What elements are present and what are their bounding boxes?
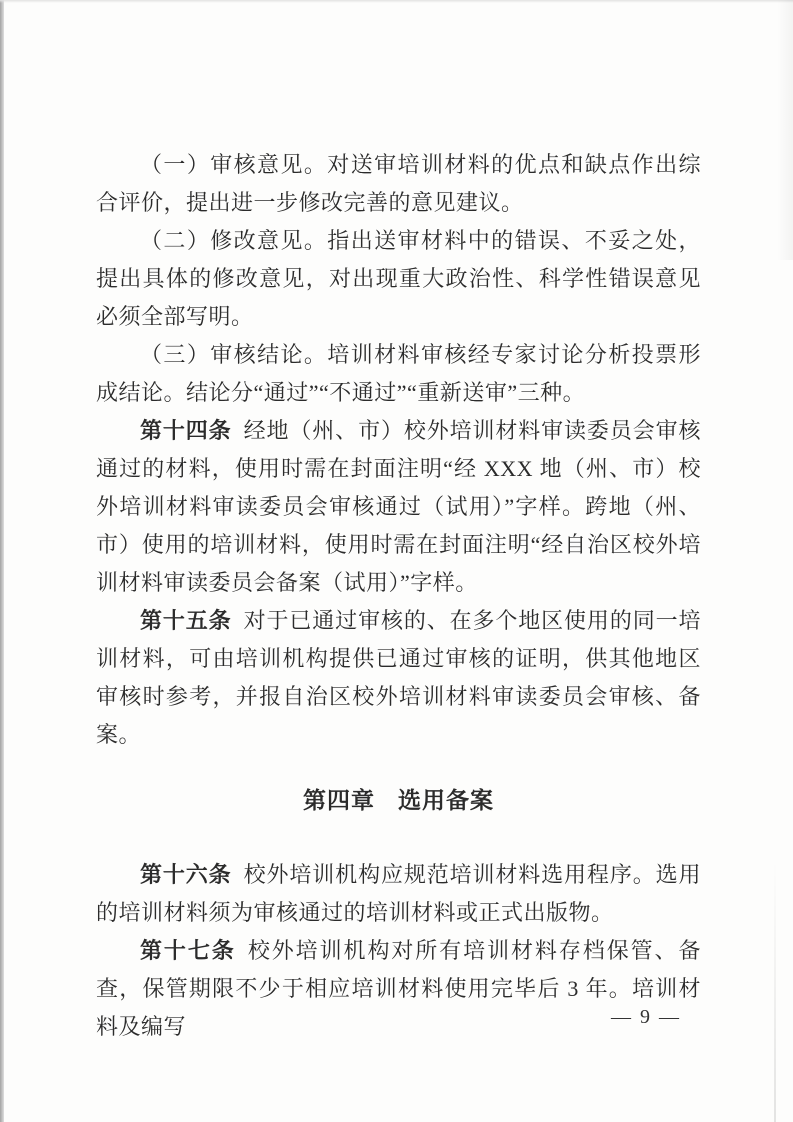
chapter-number: 第四章: [303, 787, 375, 813]
paragraph-text: 校外培训机构应规范培训材料选用程序。选用的培训材料须为审核通过的培训材料或正式出版物。: [96, 862, 701, 925]
body-paragraph: [96, 336, 701, 412]
paragraph-text: （一）审核意见。对送审培训材料的优点和缺点作出综合评价，提出进一步修改完善的意见建议。: [96, 152, 701, 215]
body-paragraph: [96, 146, 701, 222]
paragraph-text: 校外培训机构对所有培训材料存档保管、备查，保管期限不少于相应培训材料使用完毕后 3 年。培训材料及编写: [96, 938, 701, 1039]
body-paragraph: [96, 856, 701, 932]
paragraph-text: 经地（州、市）校外培训材料审读委员会审核通过的材料，使用时需在封面注明“经 XXX 地（州、市）校外培训材料审读委员会审核通过（试用）”字样。跨地（州、市）使用的培训材料，使用时需在封面注明“经自治区校外培训材料审读委员会备案（试用）”字样。: [96, 418, 701, 595]
body-paragraph: [96, 602, 701, 754]
paragraph-text: （二）修改意见。指出送审材料中的错误、不妥之处，提出具体的修改意见，对出现重大政治性、科学性错误意见必须全部写明。: [96, 228, 701, 329]
article-number-label: 第十六条: [140, 862, 232, 887]
chapter-title: 选用备案: [398, 787, 494, 813]
article-number-label: 第十五条: [140, 608, 232, 633]
page-number: — 9 —: [611, 1006, 681, 1028]
paragraph-text: 对于已通过审核的、在多个地区使用的同一培训材料，可由培训机构提供已通过审核的证明，供其他地区审核时参考，并报自治区校外培训材料审读委员会审核、备案。: [96, 608, 701, 747]
article-number-label: 第十七条: [140, 938, 236, 963]
article-number-label: 第十四条: [140, 418, 232, 443]
body-paragraph: [96, 412, 701, 602]
body-paragraph: [96, 222, 701, 336]
chapter-heading: [96, 781, 701, 819]
paragraph-text: （三）审核结论。培训材料审核经专家讨论分析投票形成结论。结论分“通过”“不通过”“重新送审”三种。: [96, 342, 701, 405]
